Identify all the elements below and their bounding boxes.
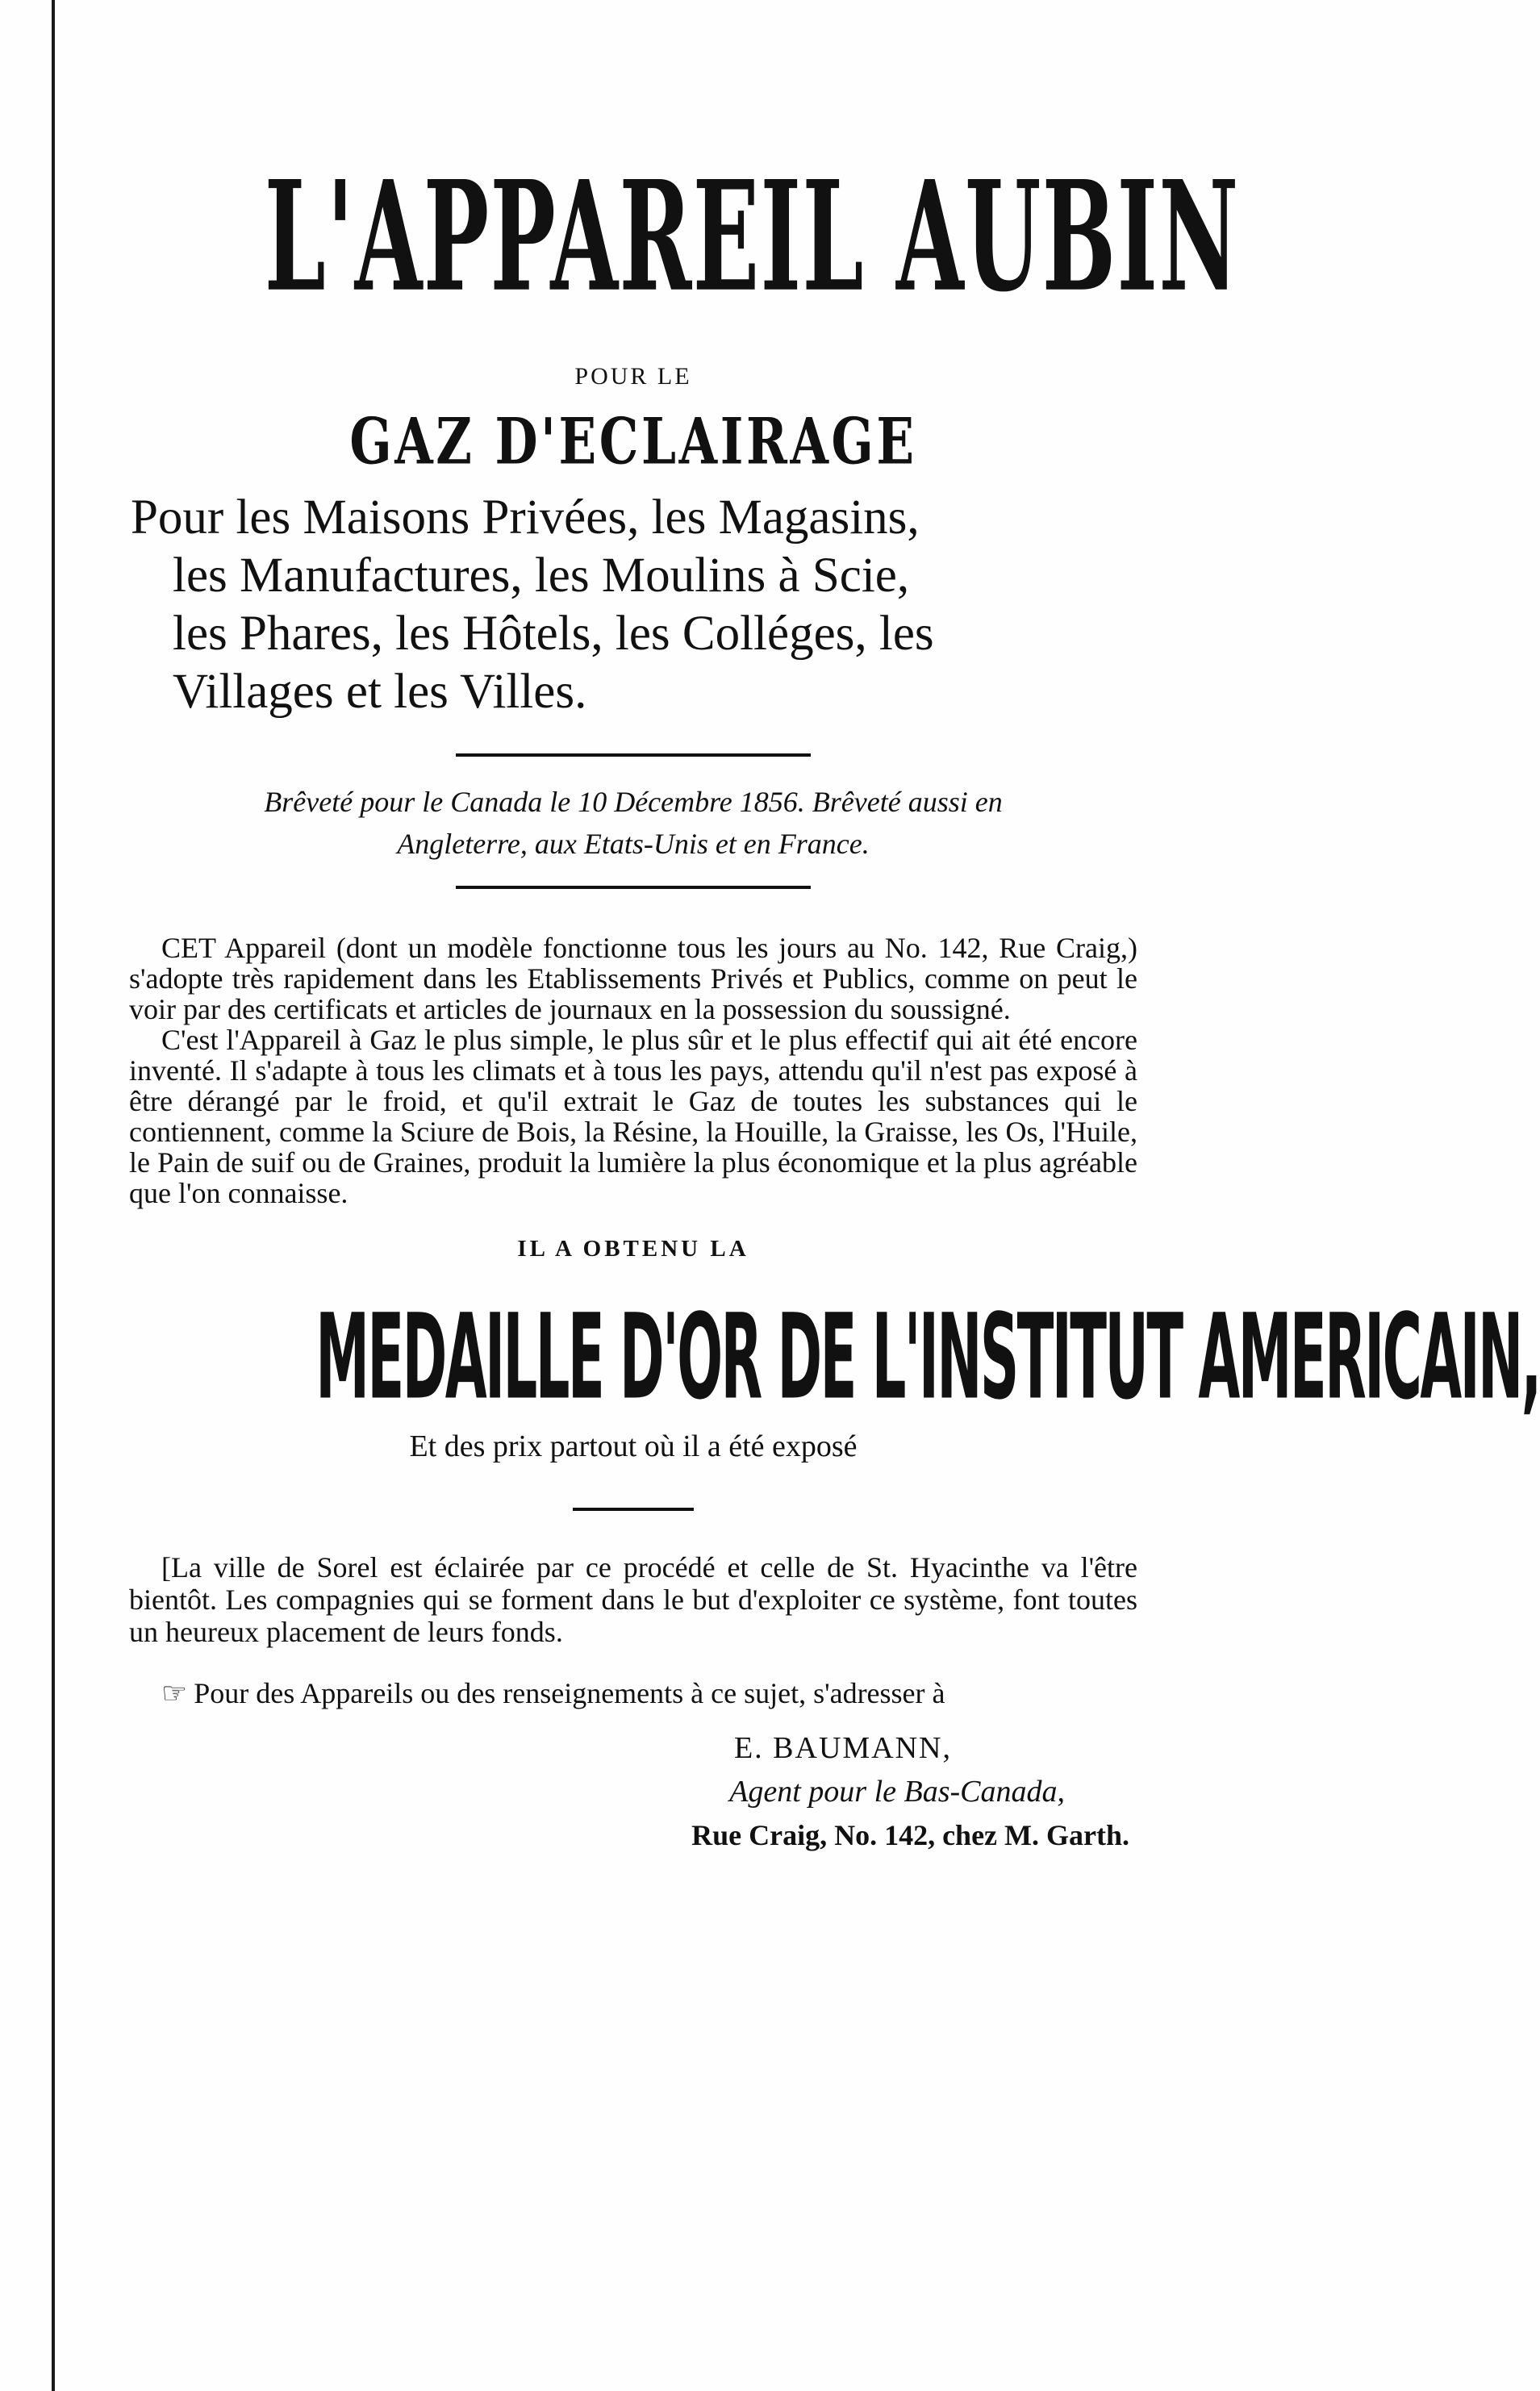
agent-role: Agent pour le Bas-Canada, [729, 1775, 1065, 1809]
pour-le-line: POUR LE [574, 363, 692, 390]
divider-rule [456, 886, 811, 889]
divider-rule [573, 1508, 694, 1511]
contact-text [121, 1677, 1146, 1710]
note-text [121, 1551, 1146, 1648]
patent-notice [121, 781, 1146, 865]
medal-heading: MEDAILLE D'OR DE L'INSTITUT AMERICAIN, [315, 1289, 1540, 1426]
prix-line: Et des prix partout où il a été exposé [409, 1429, 858, 1463]
body-paragraph: C'est l'Appareil à Gaz le plus simple, le plus sûr et le plus effectif qui ait été encore inventé. Il s'adapte à tous les climats et à tous les pays, attendu qu'il n'est pas exposé à être dérangé par le froid, et qu'il extrait le Gaz de toutes les substances qui le contiennent, comme la Sciure de Bois, la Résine, la Houille, la Graisse, les Os, l'Huile, le Pain de suif ou de Graines, produit la lumière la plus économique et la plus agréable que l'on connaisse. [129, 1024, 1137, 1209]
divider-rule [456, 753, 811, 757]
note-paragraph: [La ville de Sorel est éclairée par ce procédé et celle de St. Hyacinthe va l'être bientôt. Les compagnies qui se forment dans le but d'exploiter ce système, font toutes un heureux placement de leurs fonds. [129, 1551, 1137, 1648]
subtitle: GAZ D'ECLAIRAGE [349, 405, 917, 479]
body-text [121, 933, 1146, 1208]
agent-address: Rue Craig, No. 142, chez M. Garth. [691, 1819, 1129, 1851]
advertisement-page [121, 148, 1540, 1857]
lead-line: Villages et les Villes. [173, 665, 587, 719]
page-title: L'APPAREIL AUBIN [264, 148, 1240, 326]
lead-line: les Phares, les Hôtels, les Colléges, les [173, 607, 934, 661]
lead-line: les Manufactures, les Moulins à Scie, [173, 549, 910, 603]
contact-line: Pour des Appareils ou des renseignements à ce sujet, s'adresser à [194, 1677, 945, 1709]
obtenu-line: IL A OBTENU LA [517, 1236, 749, 1262]
patent-line: Brêveté pour le Canada le 10 Décembre 1856. Brêveté aussi en [264, 786, 1003, 818]
signature-block [121, 1726, 1146, 1857]
lead-text [121, 489, 1146, 721]
patent-line: Angleterre, aux Etats-Unis et en France. [397, 828, 870, 860]
body-paragraph: CET Appareil (dont un modèle fonctionne tous les jours au No. 142, Rue Craig,) s'adopte très rapidement dans les Etablissements Privés et Publics, comme on peut le voir par des certificats et articles de journaux en la possession du soussigné. [129, 932, 1137, 1025]
agent-name: E. BAUMANN, [733, 1731, 952, 1765]
margin-rule [52, 0, 55, 2391]
pointing-hand-icon: ☞ [161, 1677, 188, 1710]
lead-line: Pour les Maisons Privées, les Magasins, [131, 490, 920, 545]
